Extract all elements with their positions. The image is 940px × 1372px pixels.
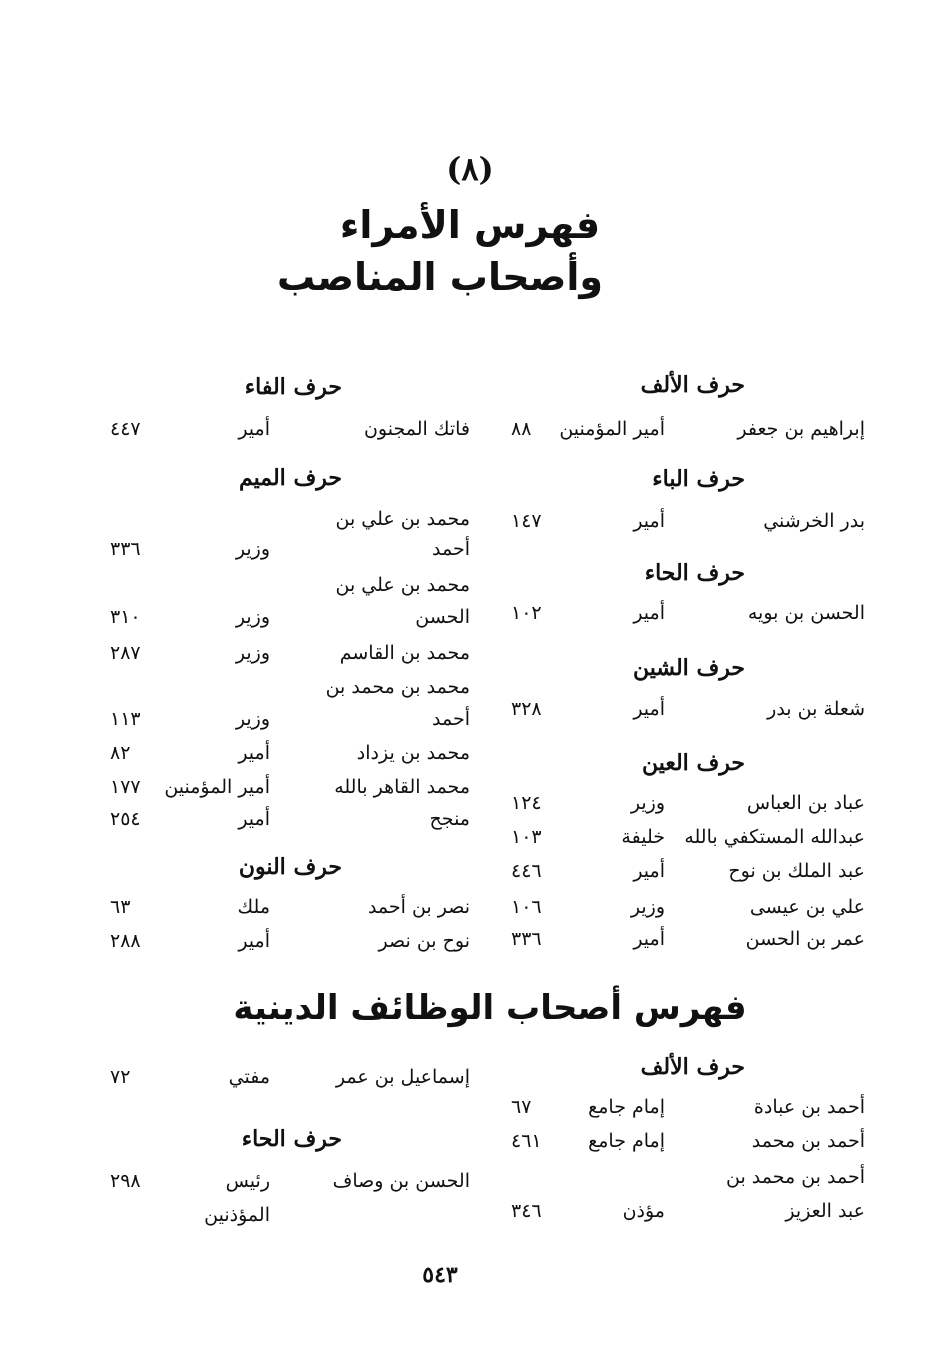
section-title-religious-offices: فهرس أصحاب الوظائف الدينية xyxy=(233,988,747,1028)
index-entry xyxy=(110,676,470,706)
entry-office: إمام جامع xyxy=(588,1130,665,1152)
entry-page-number: ٣٣٦ xyxy=(511,928,542,950)
letter-heading: حرف العين xyxy=(641,750,745,776)
index-entry xyxy=(505,698,865,728)
index-entry xyxy=(505,1200,865,1230)
index-subtitle: وأصحاب المناصب xyxy=(277,255,603,299)
index-entry xyxy=(505,826,865,856)
index-title: فهرس الأمراء xyxy=(339,203,601,247)
entry-office: وزير xyxy=(235,538,270,560)
entry-office: أمير المؤمنين xyxy=(559,418,665,440)
index-entry xyxy=(505,860,865,890)
entry-page-number: ٨٢ xyxy=(110,742,131,764)
entry-office: وزير xyxy=(235,708,270,730)
entry-name: محمد بن القاسم xyxy=(339,642,470,664)
entry-office: أمير xyxy=(633,510,665,532)
letter-heading: حرف الباء xyxy=(652,466,745,492)
entry-name: إسماعيل بن عمر xyxy=(335,1066,470,1088)
letter-heading: حرف الشين xyxy=(632,655,745,681)
entry-office: أمير المؤمنين xyxy=(164,776,270,798)
entry-page-number: ٤٤٧ xyxy=(110,418,141,440)
index-number: (٨) xyxy=(446,150,494,188)
entry-office: وزير xyxy=(630,896,665,918)
entry-page-number: ٨٨ xyxy=(511,418,532,440)
index-entry xyxy=(110,538,470,568)
letter-heading: حرف الألف xyxy=(640,1054,745,1080)
entry-page-number: ٤٦١ xyxy=(511,1130,542,1152)
entry-office: أمير xyxy=(633,860,665,882)
entry-page-number: ٦٧ xyxy=(511,1096,532,1118)
entry-page-number: ١٠٣ xyxy=(511,826,542,848)
letter-heading: حرف الحاء xyxy=(241,1126,342,1152)
entry-office: مفتي xyxy=(228,1066,270,1088)
index-entry xyxy=(110,776,470,806)
entry-page-number: ٢٨٧ xyxy=(110,642,141,664)
entry-office: أمير xyxy=(633,602,665,624)
entry-office: أمير xyxy=(633,698,665,720)
entry-office: المؤذنين xyxy=(204,1204,270,1226)
index-entry xyxy=(110,808,470,838)
entry-name: شعلة بن بدر xyxy=(767,698,865,720)
index-entry xyxy=(110,418,470,448)
index-entry xyxy=(505,792,865,822)
entry-office: إمام جامع xyxy=(588,1096,665,1118)
entry-office: ملك xyxy=(237,896,270,918)
entry-name: نصر بن أحمد xyxy=(367,896,470,918)
entry-name: عبد الملك بن نوح xyxy=(728,860,865,882)
entry-office: وزير xyxy=(235,642,270,664)
entry-name: منجح xyxy=(429,808,470,830)
entry-name: عباد بن العباس xyxy=(746,792,865,814)
entry-name: الحسن xyxy=(415,606,470,628)
index-entry xyxy=(110,708,470,738)
letter-heading: حرف الميم xyxy=(238,465,342,491)
entry-office: وزير xyxy=(235,606,270,628)
entry-page-number: ٣٢٨ xyxy=(511,698,542,720)
index-entry xyxy=(505,1096,865,1126)
entry-name: محمد القاهر بالله xyxy=(334,776,470,798)
entry-page-number: ٢٩٨ xyxy=(110,1170,141,1192)
entry-page-number: ١٤٧ xyxy=(511,510,542,532)
index-entry xyxy=(505,418,865,448)
entry-name: أحمد بن عبادة xyxy=(753,1096,865,1118)
entry-name: علي بن عيسى xyxy=(749,896,865,918)
index-entry xyxy=(110,574,470,604)
entry-office: خليفة xyxy=(621,826,665,848)
entry-page-number: ١٠٢ xyxy=(511,602,542,624)
entry-page-number: ١١٣ xyxy=(110,708,141,730)
entry-office: مؤذن xyxy=(622,1200,665,1222)
entry-office: أمير xyxy=(238,930,270,952)
entry-name: أحمد بن محمد xyxy=(751,1130,865,1152)
letter-heading: حرف الحاء xyxy=(644,560,745,586)
entry-page-number: ٦٣ xyxy=(110,896,131,918)
entry-name: أحمد بن محمد بن xyxy=(725,1166,865,1188)
entry-page-number: ٣٣٦ xyxy=(110,538,141,560)
letter-heading: حرف الألف xyxy=(640,372,745,398)
entry-office: رئيس xyxy=(225,1170,270,1192)
index-entry xyxy=(505,928,865,958)
entry-page-number: ٢٨٨ xyxy=(110,930,141,952)
entry-name: الحسن بن وصاف xyxy=(332,1170,470,1192)
index-entry xyxy=(505,1130,865,1160)
index-entry xyxy=(110,1204,470,1234)
entry-name: محمد بن محمد بن xyxy=(325,676,470,698)
entry-name: نوح بن نصر xyxy=(378,930,470,952)
index-entry xyxy=(110,1170,470,1200)
entry-name: محمد بن علي بن xyxy=(335,508,470,530)
letter-heading: حرف النون xyxy=(238,854,342,880)
entry-page-number: ٤٤٦ xyxy=(511,860,542,882)
entry-office: أمير xyxy=(238,418,270,440)
entry-name: إبراهيم بن جعفر xyxy=(737,418,865,440)
entry-name: أحمد xyxy=(432,708,470,730)
index-entry xyxy=(110,896,470,926)
index-entry xyxy=(110,742,470,772)
page-number: ٥٤٣ xyxy=(422,1262,458,1288)
entry-office: أمير xyxy=(238,808,270,830)
entry-name: الحسن بن بويه xyxy=(747,602,865,624)
index-entry xyxy=(505,896,865,926)
entry-page-number: ٣٤٦ xyxy=(511,1200,542,1222)
index-entry xyxy=(110,508,470,538)
index-entry xyxy=(110,1066,470,1096)
entry-page-number: ١٧٧ xyxy=(110,776,141,798)
entry-name: بدر الخرشني xyxy=(763,510,865,532)
entry-name: محمد بن علي بن xyxy=(335,574,470,596)
index-entry xyxy=(505,510,865,540)
entry-name: أحمد xyxy=(432,538,470,560)
entry-name: عبد العزيز xyxy=(785,1200,865,1222)
entry-office: أمير xyxy=(633,928,665,950)
entry-office: وزير xyxy=(630,792,665,814)
entry-name: عمر بن الحسن xyxy=(745,928,865,950)
index-entry xyxy=(110,606,470,636)
entry-name: عبدالله المستكفي بالله xyxy=(684,826,865,848)
entry-page-number: ٢٥٤ xyxy=(110,808,141,830)
entry-page-number: ١٠٦ xyxy=(511,896,542,918)
index-entry xyxy=(110,930,470,960)
entry-page-number: ٣١٠ xyxy=(110,606,141,628)
entry-name: فاتك المجنون xyxy=(363,418,470,440)
index-entry xyxy=(505,1166,865,1196)
entry-page-number: ٧٢ xyxy=(110,1066,131,1088)
entry-office: أمير xyxy=(238,742,270,764)
entry-name: محمد بن يزداد xyxy=(356,742,470,764)
letter-heading: حرف الفاء xyxy=(244,374,342,400)
entry-page-number: ١٢٤ xyxy=(511,792,542,814)
index-entry xyxy=(110,642,470,672)
index-entry xyxy=(505,602,865,632)
